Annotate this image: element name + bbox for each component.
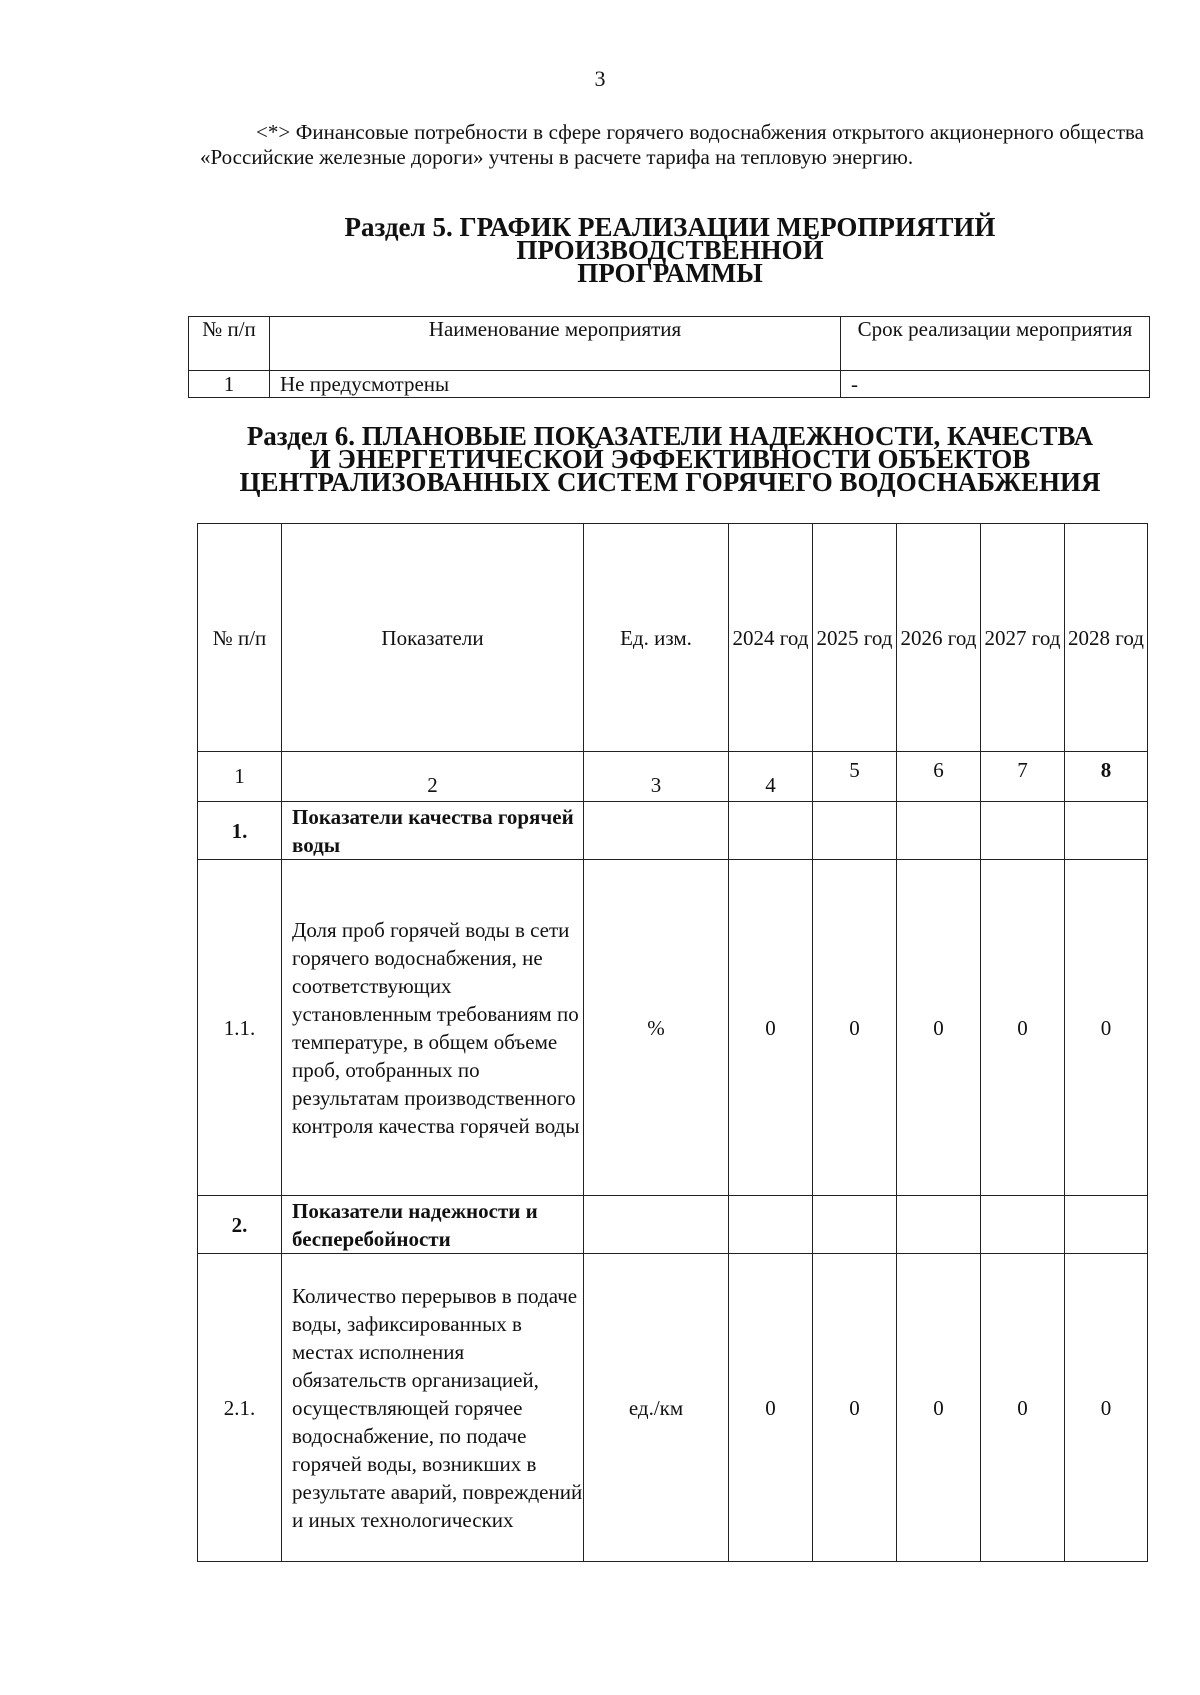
group-row <box>198 802 1148 860</box>
header-2028: 2028 год <box>1065 524 1148 752</box>
empty-cell <box>897 1196 981 1254</box>
section5-title-line: ПРОГРАММЫ <box>577 258 763 288</box>
column-number: 4 <box>729 752 813 802</box>
row-num: 1.1. <box>198 860 282 1196</box>
row-unit: % <box>584 860 729 1196</box>
empty-cell <box>981 1196 1065 1254</box>
group-num: 2. <box>198 1196 282 1254</box>
table-row <box>189 371 1150 398</box>
section6-title-line: И ЭНЕРГЕТИЧЕСКОЙ ЭФФЕКТИВНОСТИ ОБЪЕКТОВ <box>309 444 1031 474</box>
footnote: <*> Финансовые потребности в сфере горячего водоснабжения открытого акционерного общества «Российские железные дороги» учтены в расчете тарифа на тепловую энергию. <box>200 120 1144 169</box>
empty-cell <box>897 802 981 860</box>
column-number: 5 <box>813 752 897 802</box>
table-header-row <box>189 317 1150 371</box>
group-num: 1. <box>198 802 282 860</box>
page-number: 3 <box>594 66 606 91</box>
row-num: 2.1. <box>198 1254 282 1562</box>
column-number: 6 <box>897 752 981 802</box>
column-number: 3 <box>584 752 729 802</box>
empty-cell <box>981 802 1065 860</box>
row-value-2028: 0 <box>1065 1254 1148 1562</box>
section5-title-line: ПРОИЗВОДСТВЕННОЙ <box>516 235 824 265</box>
header-2024: 2024 год <box>729 524 813 752</box>
column-number: 7 <box>981 752 1065 802</box>
row-value-2027: 0 <box>981 1254 1065 1562</box>
header-num: № п/п <box>198 524 282 752</box>
table-header-row <box>198 524 1148 752</box>
section6-title-line: ЦЕНТРАЛИЗОВАННЫХ СИСТЕМ ГОРЯЧЕГО ВОДОСНАБЖЕНИЯ <box>239 467 1101 497</box>
empty-cell <box>813 802 897 860</box>
row-value-2027: 0 <box>981 860 1065 1196</box>
table-row <box>198 860 1148 1196</box>
header-2026: 2026 год <box>897 524 981 752</box>
empty-cell <box>1065 1196 1148 1254</box>
group-title: Показатели качества горячей воды <box>282 802 584 860</box>
empty-cell <box>584 802 729 860</box>
row-unit: ед./км <box>584 1254 729 1562</box>
header-indicator: Показатели <box>282 524 584 752</box>
row-value-2028: 0 <box>1065 860 1148 1196</box>
section6-title-line: Раздел 6. ПЛАНОВЫЕ ПОКАЗАТЕЛИ НАДЕЖНОСТИ, КАЧЕСТВА <box>246 421 1094 451</box>
row-name: Не предусмотрены <box>270 371 841 398</box>
section5-table <box>188 316 1150 398</box>
header-unit: Ед. изм. <box>584 524 729 752</box>
empty-cell <box>729 802 813 860</box>
row-value-2024: 0 <box>729 860 813 1196</box>
group-title: Показатели надежности и бесперебойности <box>282 1196 584 1254</box>
column-number: 8 <box>1065 752 1148 802</box>
row-indicator: Доля проб горячей воды в сети горячего водоснабжения, не соответствующих установленным требованиям по температуре, в общем объеме проб, отобранных по результатам производственного контроля качества горячей воды <box>282 860 584 1196</box>
empty-cell <box>1065 802 1148 860</box>
empty-cell <box>584 1196 729 1254</box>
row-term: - <box>841 371 1150 398</box>
section6-table <box>197 523 1148 1562</box>
row-indicator: Количество перерывов в подаче воды, зафиксированных в местах исполнения обязательств организацией, осуществляющей горячее водоснабжение, по подаче горячей воды, возникших в результате аварий, повреждений и иных технологических <box>282 1254 584 1562</box>
header-term: Срок реализации мероприятия <box>841 317 1150 371</box>
row-value-2026: 0 <box>897 860 981 1196</box>
group-row <box>198 1196 1148 1254</box>
header-2025: 2025 год <box>813 524 897 752</box>
header-2027: 2027 год <box>981 524 1065 752</box>
section6-title <box>190 421 1150 497</box>
section5-title <box>190 212 1150 288</box>
row-value-2025: 0 <box>813 860 897 1196</box>
column-number: 2 <box>282 752 584 802</box>
row-value-2025: 0 <box>813 1254 897 1562</box>
empty-cell <box>729 1196 813 1254</box>
row-value-2026: 0 <box>897 1254 981 1562</box>
section5-title-line: Раздел 5. ГРАФИК РЕАЛИЗАЦИИ МЕРОПРИЯТИЙ <box>344 212 996 242</box>
header-num: № п/п <box>189 317 270 371</box>
empty-cell <box>813 1196 897 1254</box>
table-row <box>198 1254 1148 1562</box>
row-num: 1 <box>189 371 270 398</box>
header-name: Наименование мероприятия <box>270 317 841 371</box>
row-value-2024: 0 <box>729 1254 813 1562</box>
column-number: 1 <box>198 752 282 802</box>
column-number-row <box>198 752 1148 802</box>
